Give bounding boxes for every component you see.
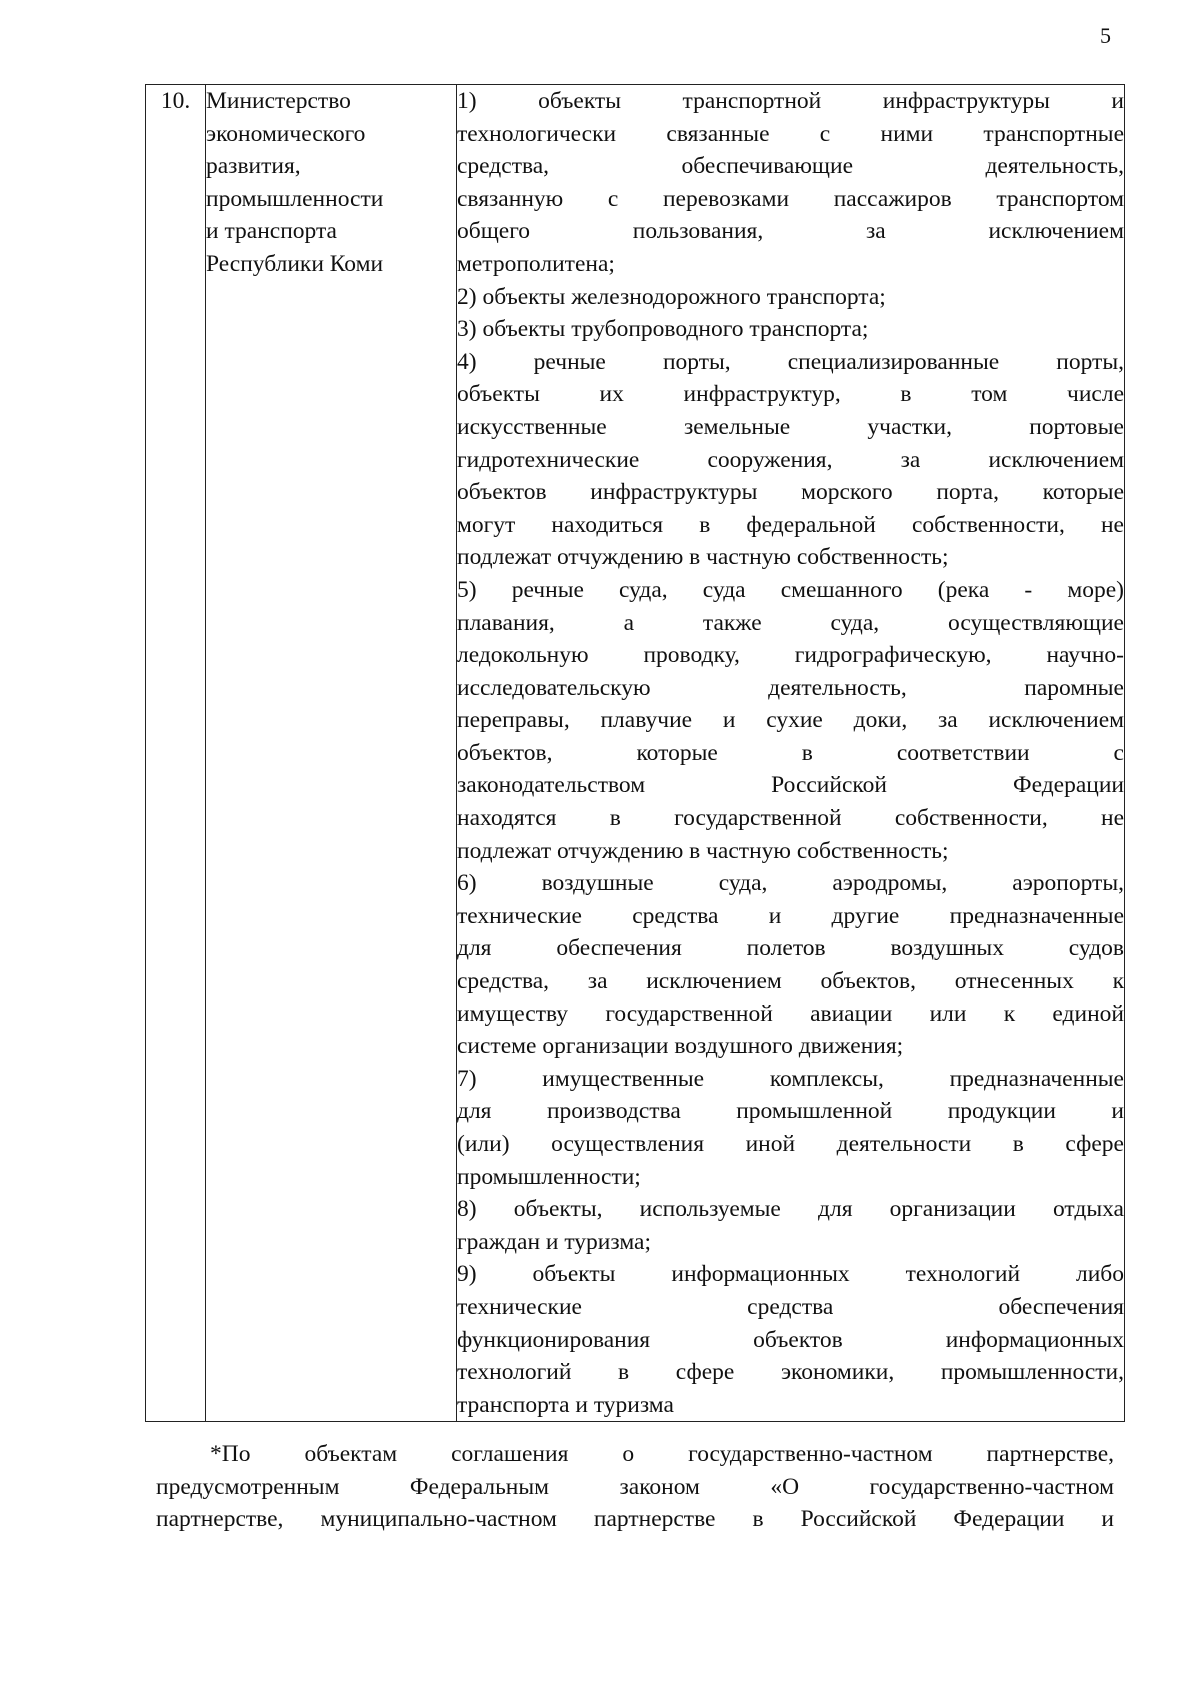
object-line: могут находиться в федеральной собственности, не (457, 511, 1124, 538)
object-line: 5) речные суда, суда смешанного (река - море) (457, 576, 1124, 603)
object-line: для производства промышленной продукции и (457, 1098, 1124, 1125)
objects-table (145, 84, 1125, 1422)
object-line: находятся в государственной собственности, не (457, 805, 1124, 832)
object-line: технические средства обеспечения (457, 1293, 1124, 1320)
object-line: 3) объекты трубопроводного транспорта; (457, 316, 869, 343)
object-line: искусственные земельные участки, портовые (457, 413, 1124, 440)
object-line: технологически связанные с ними транспортные (457, 120, 1124, 147)
object-line: переправы, плавучие и сухие доки, за исключением (457, 707, 1124, 734)
object-line: исследовательскую деятельность, паромные (457, 674, 1124, 701)
footnote (156, 1438, 1114, 1536)
object-line: (или) осуществления иной деятельности в сфере (457, 1131, 1124, 1157)
object-line: средства, за исключением объектов, отнесенных к (457, 968, 1124, 995)
agency-cell (206, 85, 457, 1422)
object-line: технические средства и другие предназначенные (457, 902, 1124, 929)
footnote-line: партнерстве, муниципально-частном партнерстве в Российской Федерации и (156, 1506, 1114, 1533)
object-line: технологий в сфере экономики, промышленности, (457, 1359, 1124, 1386)
footnote-line: *По объектам соглашения о государственно-частном партнерстве, (210, 1441, 1114, 1467)
object-line: объектов инфраструктуры морского порта, которые (457, 479, 1124, 506)
objects-list (457, 85, 1124, 1421)
object-line: связанную с перевозками пассажиров транспортом (457, 185, 1124, 212)
agency-line: Министерство (206, 88, 351, 114)
object-line: общего пользования, за исключением (457, 218, 1124, 245)
object-line: транспорта и туризма (457, 1391, 674, 1418)
row-number: 10. (160, 88, 191, 114)
object-paragraph (457, 574, 1124, 867)
object-line: метрополитена; (457, 250, 615, 277)
row-number-cell (146, 85, 206, 1422)
object-line: ледокольную проводку, гидрографическую, научно- (457, 642, 1124, 669)
object-paragraph (457, 1063, 1124, 1193)
agency-line: развития, (206, 153, 301, 180)
footnote-line: предусмотренным Федеральным законом «О государственно-частном (156, 1473, 1114, 1500)
objects-cell (457, 85, 1125, 1422)
object-line: 8) объекты, используемые для организации отдыха (457, 1196, 1124, 1223)
agency-line: экономического (206, 120, 366, 147)
object-line: гидротехнические сооружения, за исключением (457, 446, 1124, 473)
object-line: подлежат отчуждению в частную собственность; (457, 544, 949, 571)
table-row (146, 85, 1125, 1422)
object-line: объекты их инфраструктур, в том числе (457, 381, 1124, 408)
agency-line: Республики Коми (206, 250, 384, 277)
object-line: объектов, которые в соответствии с (457, 739, 1124, 766)
object-line: законодательством Российской Федерации (457, 772, 1124, 799)
object-line: 7) имущественные комплексы, предназначенные (457, 1065, 1124, 1092)
page-number: 5 (1100, 23, 1111, 48)
object-line: плавания, а также суда, осуществляющие (457, 609, 1124, 636)
object-line: для обеспечения полетов воздушных судов (457, 935, 1124, 962)
object-line: имуществу государственной авиации или к единой (457, 1000, 1124, 1027)
object-paragraph (457, 346, 1124, 574)
object-line: 6) воздушные суда, аэродромы, аэропорты, (457, 870, 1124, 897)
object-line: системе организации воздушного движения; (457, 1033, 904, 1060)
object-paragraph (457, 313, 1124, 346)
object-paragraph (457, 1258, 1124, 1421)
agency-line: промышленности (206, 185, 384, 212)
object-paragraph (457, 1193, 1124, 1258)
object-paragraph (457, 85, 1124, 281)
agency-line: и транспорта (206, 218, 337, 245)
object-line: 2) объекты железнодорожного транспорта; (457, 283, 886, 310)
object-line: 9) объекты информационных технологий либо (457, 1261, 1124, 1288)
object-line: функционирования объектов информационных (457, 1326, 1124, 1353)
object-line: промышленности; (457, 1163, 641, 1190)
object-line: средства, обеспечивающие деятельность, (457, 153, 1124, 180)
object-line: граждан и туризма; (457, 1228, 652, 1255)
object-paragraph (457, 867, 1124, 1063)
object-line: 1) объекты транспортной инфраструктуры и (457, 88, 1124, 114)
object-line: подлежат отчуждению в частную собственность; (457, 837, 949, 864)
object-paragraph (457, 281, 1124, 314)
object-line: 4) речные порты, специализированные порты, (457, 348, 1124, 375)
